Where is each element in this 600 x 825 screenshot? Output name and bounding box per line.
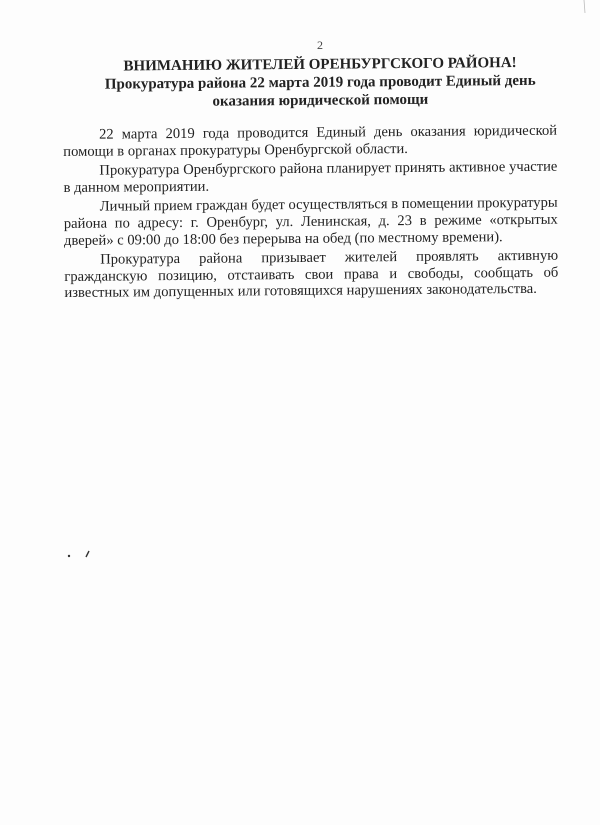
document-title: [60, 53, 580, 112]
scan-specks: [66, 548, 96, 560]
paragraph-4: Прокуратура района призывает жителей проявлять активную гражданскую позицию, отстаивать свои права и свободы, сообщать об известных им допущенных или готовящихся нарушениях законодательства.: [64, 247, 559, 302]
document-body: [63, 123, 559, 305]
paragraph-1: 22 марта 2019 года проводится Единый день оказания юридической помощи в органах прокуратуры Оренбургской области.: [63, 122, 558, 160]
page-number: 2: [317, 38, 323, 52]
paragraph-3: Личный прием граждан будет осуществляться в помещении прокуратуры района по адресу: г. Оренбург, ул. Ленинская, д. 23 в режиме «открытых дверей» с 09:00 до 18:00 без перерыва на обед (по местному времени).: [63, 195, 558, 249]
paragraph-2: Прокуратура Оренбургского района планирует принять активное участие в данном мероприятии.: [63, 158, 558, 196]
title-line-1: ВНИМАНИЮ ЖИТЕЛЕЙ ОРЕНБУРГСКОГО РАЙОНА!: [123, 55, 517, 75]
corner-scan-mark: [580, 0, 588, 14]
title-line-2: Прокуратура района 22 марта 2019 года проводит Единый день: [104, 72, 536, 93]
title-line-3: оказания юридической помощи: [212, 91, 429, 110]
